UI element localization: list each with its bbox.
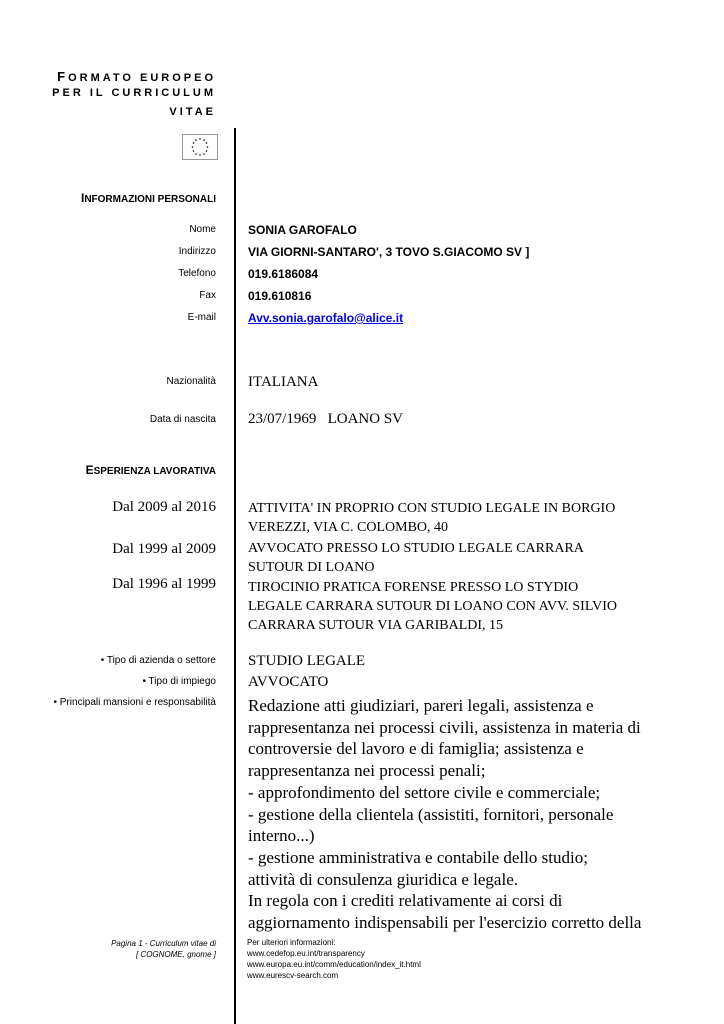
value-address: VIA GIORNI-SANTARO', 3 TOVO S.GIACOMO SV ]	[248, 245, 530, 259]
value-job-type: AVVOCATO	[248, 674, 329, 690]
label-company-type: • Tipo di azienda o settore	[100, 655, 216, 666]
section-personal-info: INFORMAZIONI PERSONALI	[80, 191, 216, 205]
vertical-divider	[234, 128, 236, 1024]
label-birth: Data di nascita	[149, 414, 216, 425]
doc-title-line-2: PER IL CURRICULUM	[52, 87, 216, 99]
label-duties: • Principali mansioni e responsabilità	[53, 697, 216, 708]
footer-page-info: Pagina 1 - Curriculum vitae di [ COGNOME, gnome ]	[111, 939, 216, 959]
label-address: Indirizzo	[178, 246, 216, 257]
label-name: Nome	[189, 224, 216, 235]
label-email: E-mail	[187, 312, 216, 323]
period-2: Dal 1999 al 2009	[112, 541, 216, 557]
footer-links: Per ulteriori informazioni: www.cedefop.eu.int/transparency www.europa.eu.int/comm/education/index_it.html www.eurescv-search.com	[247, 938, 421, 980]
period-3: Dal 1996 al 1999	[112, 576, 216, 592]
period-1: Dal 2009 al 2016	[112, 499, 216, 515]
value-company-type: STUDIO LEGALE	[248, 653, 366, 669]
doc-title-line-1	[57, 69, 216, 84]
doc-title-line-3: VITAE	[169, 106, 216, 118]
value-fax: 019.610816	[248, 289, 312, 303]
work-entry-2: AVVOCATO PRESSO LO STUDIO LEGALE CARRARA SUTOUR DI LOANO	[248, 541, 584, 575]
label-job-type: • Tipo di impiego	[142, 676, 216, 687]
footer-link[interactable]: www.eurescv-search.com	[247, 971, 339, 980]
footer-link[interactable]: www.europa.eu.int/comm/education/index_it.html	[247, 960, 421, 969]
email-link[interactable]: Avv.sonia.garofalo@alice.it	[248, 311, 404, 325]
eu-flag-icon	[182, 134, 218, 160]
work-entry-3: TIROCINIO PRATICA FORENSE PRESSO LO STYDIO LEGALE CARRARA SUTOUR DI LOANO CON AVV. SILVIO CARRARA SUTOUR VIA GARIBALDI, 15	[248, 580, 617, 633]
value-birth: 23/07/1969 LOANO SV	[248, 411, 404, 427]
label-nationality: Nazionalità	[166, 376, 216, 387]
doc-title-initial: F	[57, 69, 69, 84]
work-entry-1: ATTIVITA' IN PROPRIO CON STUDIO LEGALE IN BORGIO VEREZZI, VIA C. COLOMBO, 40	[248, 501, 616, 535]
label-phone: Telefono	[178, 268, 216, 279]
duties-text: Redazione atti giudiziari, pareri legali, assistenza e rappresentanza nei processi civili, assistenza in materia di controversie del lavoro e di famiglia; assistenza e rappresentanza nei processi penali; - approfondimento del settore civile e commerciale; - gestione della clientela (assistiti, fornitori, personale interno...) - gestione amministrativa e contabile dello studio; attività di consulenza giuridica e legale. In regola con i crediti relativamente ai corsi di aggiornamento indispensabili per l'esercizio corretto della	[248, 696, 642, 933]
value-phone: 019.6186084	[248, 267, 319, 281]
value-name: SONIA GAROFALO	[248, 223, 357, 237]
footer-link[interactable]: www.cedefop.eu.int/transparency	[247, 949, 365, 958]
label-fax: Fax	[199, 290, 216, 301]
section-work-experience: ESPERIENZA LAVORATIVA	[85, 463, 216, 477]
value-nationality: ITALIANA	[248, 374, 319, 390]
doc-title-rest: ORMATO EUROPEO	[68, 72, 216, 84]
